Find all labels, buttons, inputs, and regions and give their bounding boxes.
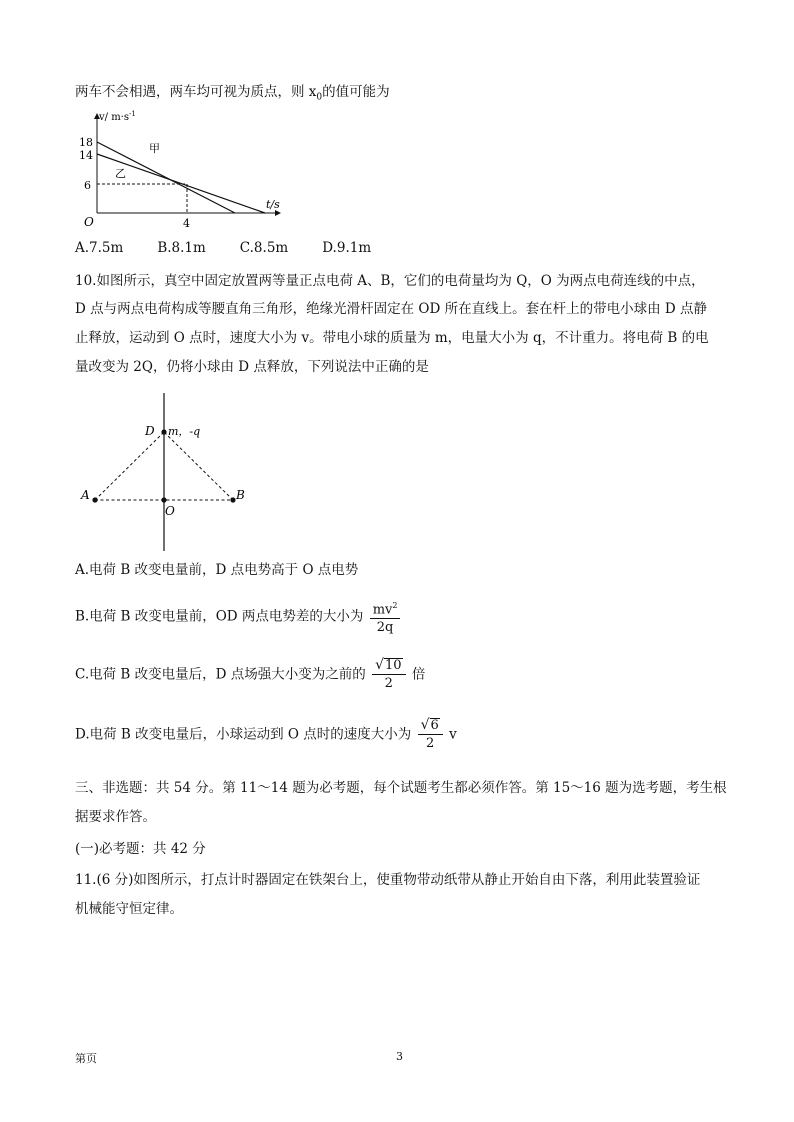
q9-options: [75, 239, 405, 257]
charge-a-dot: [92, 497, 97, 502]
frac-c-rad: 10: [384, 658, 402, 673]
y-axis-label: v/ $m\cdot s^{-1}$: [99, 110, 136, 123]
q10-option-b: [75, 598, 402, 636]
q10-option-c: [75, 658, 425, 692]
q10-option-c-prefix: C.电荷 B 改变电量后，D 点场强大小变为之前的: [75, 666, 366, 683]
q9-option-d: D.9.1m: [322, 240, 372, 256]
fraction-sqrt10-over-2: [372, 658, 405, 692]
fraction-sqrt6-over-2: [418, 718, 443, 752]
x-axis-label: t/s: [266, 198, 280, 211]
label-m-q: m，-q: [168, 425, 201, 438]
vt-graph: [75, 108, 290, 230]
tick-14: 14: [79, 149, 93, 162]
q9-option-c: C.8.5m: [239, 240, 289, 256]
q9-option-a: A.7.5m: [75, 240, 124, 256]
q10-line-3: 止释放，运动到 O 点时，速度大小为 v。带电小球的质量为 m，电量大小为 q，不计重力。将电荷 B 的电: [75, 330, 709, 346]
q9-stem-sub: 0: [316, 92, 323, 103]
label-a: A: [81, 488, 90, 502]
tick-4: 4: [183, 217, 190, 230]
section3-subheading: (一)必考题：共 42 分: [75, 841, 206, 857]
q11-line-1: 11.(6 分)如图所示，打点计时器固定在铁架台上，使重物带动纸带从静止开始自由下落，利用此装置验证: [75, 872, 701, 888]
q9-option-b: B.8.1m: [157, 240, 206, 256]
sqrt-c-icon: √: [375, 657, 384, 673]
label-o: O: [165, 504, 175, 518]
fraction-mv2-over-2q: [370, 598, 401, 636]
section3-line-2: 据要求作答。: [75, 809, 156, 825]
q10-line-4: 量改变为 2Q，仍将小球由 D 点释放，下列说法中正确的是: [75, 359, 429, 375]
q10-line-1: 10.如图所示，真空中固定放置两等量正点电荷 A、B，它们的电荷量均为 Q，O 为两点电荷连线的中点，: [75, 273, 705, 289]
frac-b-num: mv: [372, 602, 393, 618]
frac-b-sup: 2: [392, 601, 398, 610]
charge-b-dot: [230, 497, 235, 502]
q9-stem-prefix: 两车不会相遇，两车均可视为质点，则 x: [75, 84, 317, 100]
sqrt-d-icon: √: [420, 717, 430, 733]
q10-option-a: A.电荷 B 改变电量前，D 点电势高于 O 点电势: [75, 562, 359, 578]
charge-figure: [75, 385, 265, 555]
q10-line-2: D 点与两点电荷构成等腰直角三角形，绝缘光滑杆固定在 OD 所在直线上。套在杆上的带电小球由 D 点静: [75, 301, 707, 317]
section3-line-1: 三、非选题：共 54 分。第 11～14 题为必考题，每个试题考生都必须作答。第 15～16 题为选考题，考生根: [75, 780, 727, 796]
frac-d-rad: 6: [430, 718, 439, 733]
tick-6: 6: [84, 179, 91, 192]
q9-stem-suffix: 的值可能为: [322, 84, 390, 100]
label-b: B: [236, 488, 245, 502]
q10-option-c-suffix: 倍: [411, 666, 426, 683]
dash-bd: [164, 432, 233, 500]
frac-c-den: 2: [384, 676, 393, 691]
footer-left: 第页: [75, 1052, 97, 1065]
point-o-dot: [161, 497, 166, 502]
label-jia: 甲: [149, 142, 160, 155]
label-yi: 乙: [115, 167, 126, 180]
dash-ad: [95, 432, 164, 500]
origin-label: O: [84, 215, 94, 229]
q10-option-d-suffix: v: [449, 726, 457, 743]
frac-d-den: 2: [426, 736, 435, 751]
label-d: D: [145, 424, 155, 438]
tick-18: 18: [79, 136, 93, 149]
page-number: 3: [396, 1050, 403, 1063]
q10-option-d: [75, 718, 457, 752]
q10-option-d-prefix: D.电荷 B 改变电量后，小球运动到 O 点时的速度大小为: [75, 726, 412, 743]
q9-stem: [75, 83, 390, 107]
q11-line-2: 机械能守恒定律。: [75, 901, 183, 917]
q10-option-b-prefix: B.电荷 B 改变电量前，OD 两点电势差的大小为: [75, 608, 364, 625]
ball-d-dot: [161, 429, 166, 434]
frac-b-den: 2q: [376, 620, 394, 636]
